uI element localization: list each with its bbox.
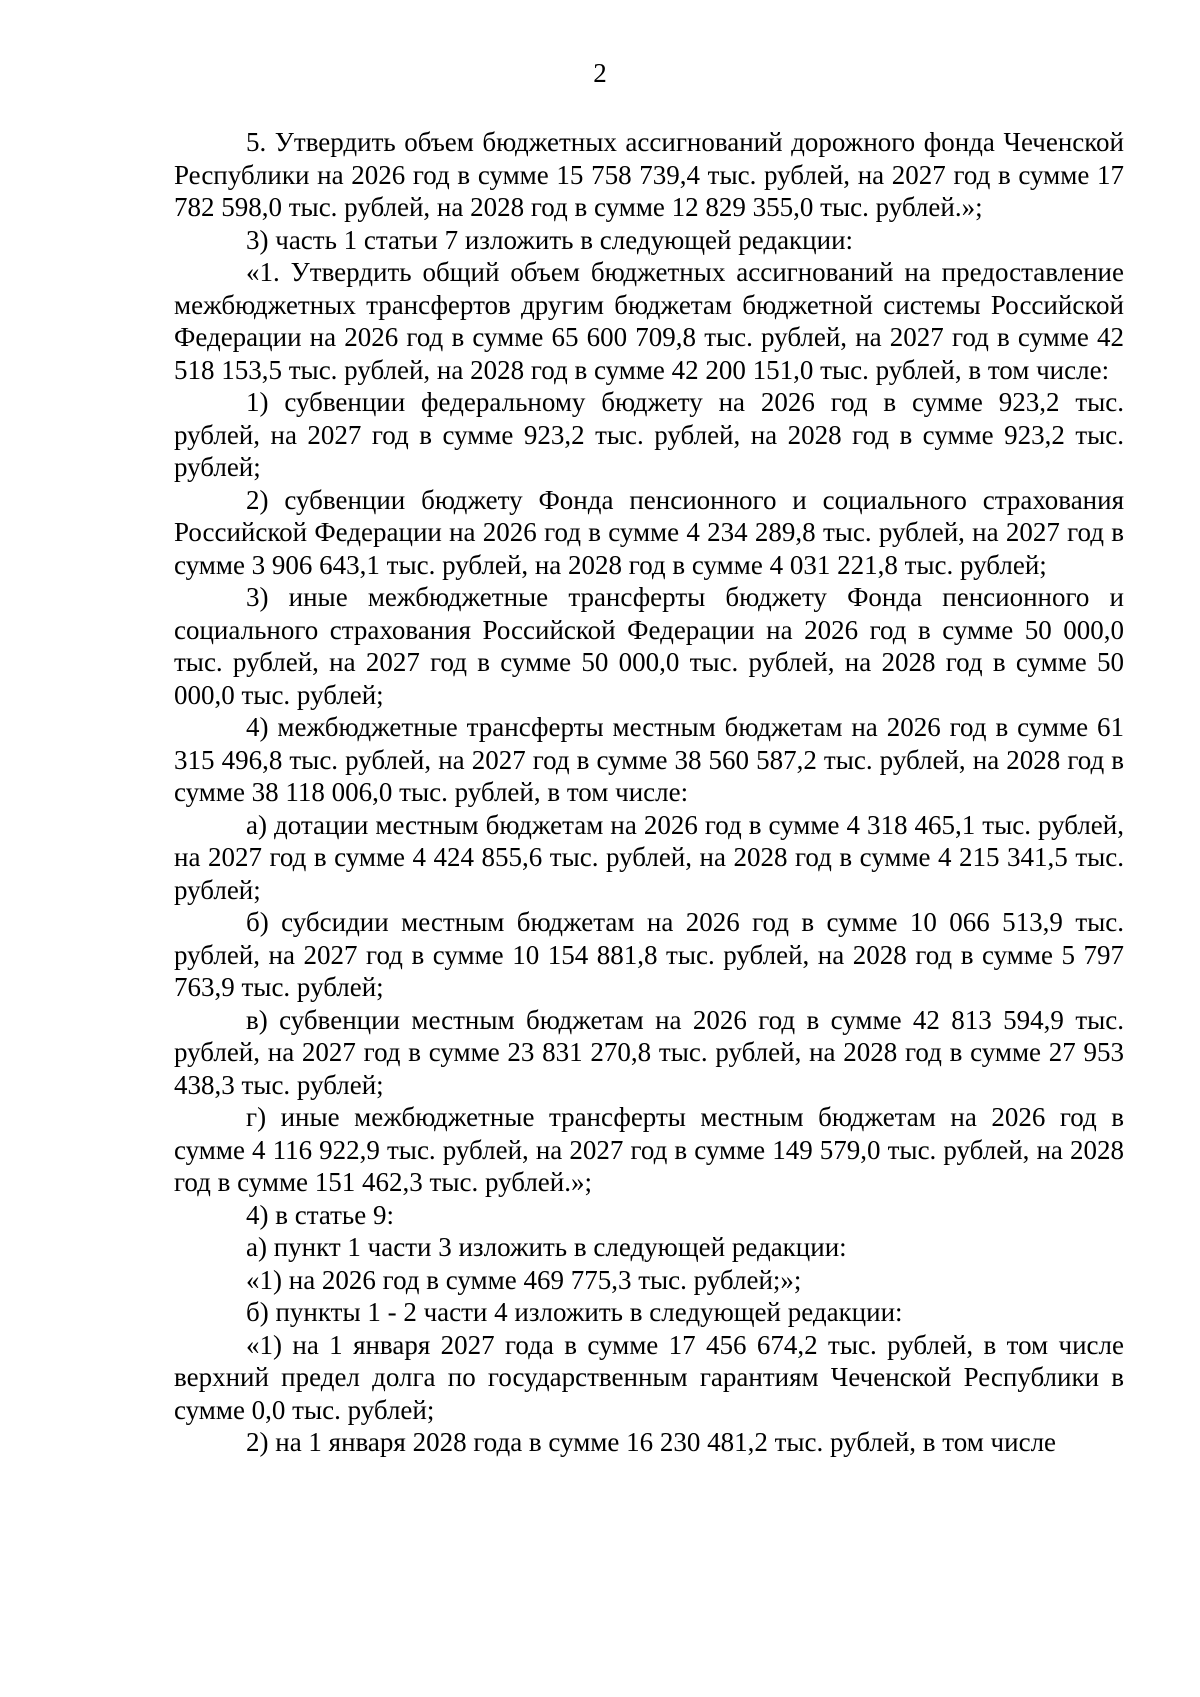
paragraph-debt-2028: 2) на 1 января 2028 года в сумме 16 230 481,2 тыс. рублей, в том числе	[246, 1427, 1057, 1457]
paragraph-pension-fund-other-transfers: 3) иные межбюджетные трансферты бюджету Фонда пенсионного и социального страхования Российской Федерации на 2026 год в сумме 50 000,0 тыс. рублей, на 2027 год в сумме 50 000,0 тыс. рублей, на 2028 год в сумме 50 000,0 тыс. рублей;	[174, 582, 1124, 710]
paragraph-local-other-transfers: г) иные межбюджетные трансферты местным бюджетам на 2026 год в сумме 4 116 922,9 тыс. рублей, на 2027 год в сумме 149 579,0 тыс. рублей, на 2028 год в сумме 151 462,3 тыс. рублей.»;	[174, 1102, 1124, 1197]
paragraph-pension-fund-subventions: 2) субвенции бюджету Фонда пенсионного и социального страхования Российской Федерации на 2026 год в сумме 4 234 289,8 тыс. рублей, на 2027 год в сумме 3 906 643,1 тыс. рублей, на 2028 год в сумме 4 031 221,8 тыс. рублей;	[174, 484, 1124, 580]
paragraph-local-subsidies: б) субсидии местным бюджетам на 2026 год в сумме 10 066 513,9 тыс. рублей, на 2027 год в сумме 10 154 881,8 тыс. рублей, на 2028 год в сумме 5 797 763,9 тыс. рублей;	[174, 907, 1124, 1002]
paragraph-road-fund: 5. Утвердить объем бюджетных ассигнований дорожного фонда Чеченской Республики на 2026 год в сумме 15 758 739,4 тыс. рублей, на 2027 год в сумме 17 782 598,0 тыс. рублей, на 2028 год в сумме 12 829 355,0 тыс. рублей.»;	[174, 127, 1124, 222]
paragraph-local-budgets-transfers: 4) межбюджетные трансферты местным бюджетам на 2026 год в сумме 61 315 496,8 тыс. рублей, на 2027 год в сумме 38 560 587,2 тыс. рублей, на 2028 год в сумме 38 118 006,0 тыс. рублей, в том числе:	[174, 712, 1124, 807]
paragraph-part-4-points: б) пункты 1 - 2 части 4 изложить в следующей редакции:	[246, 1297, 903, 1327]
paragraph-amendment-article-7: 3) часть 1 статьи 7 изложить в следующей редакции:	[246, 224, 854, 255]
paragraph-local-dotations: а) дотации местным бюджетам на 2026 год в сумме 4 318 465,1 тыс. рублей, на 2027 год в сумме 4 424 855,6 тыс. рублей, на 2028 год в сумме 4 215 341,5 тыс. рублей;	[174, 809, 1124, 905]
paragraph-article-9: 4) в статье 9:	[246, 1199, 394, 1230]
paragraph-federal-subventions: 1) субвенции федеральному бюджету на 2026 год в сумме 923,2 тыс. рублей, на 2027 год в сумме 923,2 тыс. рублей, на 2028 год в сумме 923,2 тыс. рублей;	[174, 387, 1124, 482]
paragraph-debt-2027: «1) на 1 января 2027 года в сумме 17 456 674,2 тыс. рублей, в том числе верхний предел долга по государственным гарантиям Чеченской Республики в сумме 0,0 тыс. рублей;	[174, 1329, 1124, 1425]
paragraph-local-subventions: в) субвенции местным бюджетам на 2026 год в сумме 42 813 594,9 тыс. рублей, на 2027 год в сумме 23 831 270,8 тыс. рублей, на 2028 год в сумме 27 953 438,3 тыс. рублей;	[174, 1004, 1124, 1100]
page-number: 2	[593, 58, 607, 88]
paragraph-2026-amount: «1) на 2026 год в сумме 469 775,3 тыс. рублей;»;	[246, 1264, 802, 1295]
paragraph-part-3-point-1: а) пункт 1 части 3 изложить в следующей редакции:	[246, 1232, 847, 1262]
document-body	[174, 126, 1124, 1459]
paragraph-transfers-total: «1. Утвердить общий объем бюджетных ассигнований на предоставление межбюджетных трансфертов другим бюджетам бюджетной системы Российской Федерации на 2026 год в сумме 65 600 709,8 тыс. рублей, на 2027 год в сумме 42 518 153,5 тыс. рублей, на 2028 год в сумме 42 200 151,0 тыс. рублей, в том числе:	[174, 257, 1124, 385]
